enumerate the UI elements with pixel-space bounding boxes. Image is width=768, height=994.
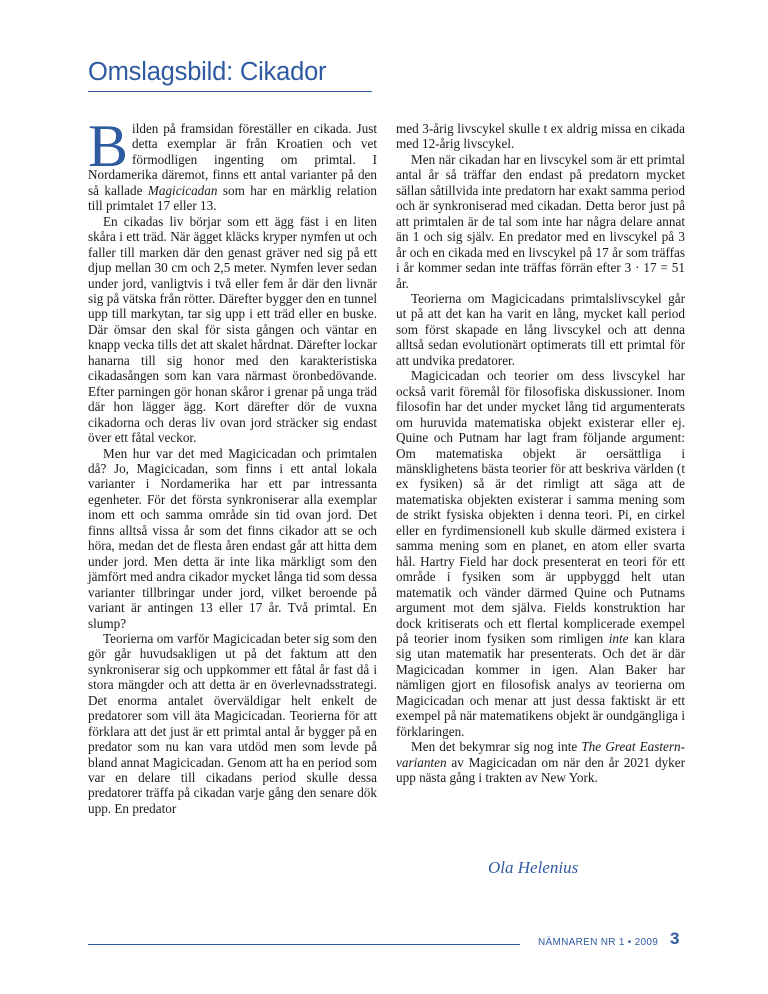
paragraph: Men när cikadan har en livscykel som är ett primtal antal år så träffar den endast på predatorn mycket sällan såtillvida inte predatorn har exakt samma period och är synkroniserad med cikadan. Detta beror just på att primtalen är de tal som inte har några delare annat än 1 och sig själv. En predator med en livscykel på 3 år och en cikada med en livscykel på 17 år som träffas i år kommer sedan inte träffas förrän efter 3 · 17 = 51 år.	[396, 151, 685, 291]
paragraph: med 3-årig livscykel skulle t ex aldrig missa en cikada med 12-årig livscykel.	[396, 121, 685, 152]
paragraph-text: kan klara sig utan matematik har presenterats. Och det är där Magicicadan kommer in igen. Alan Baker har nämligen gjort en filosofisk analys av teorierna om Magicicadan och menar att just dessa faktiskt är ett exempel på när matematikens objekt är oundgängliga i förklaringen.	[396, 630, 685, 739]
paragraph	[396, 739, 685, 785]
paragraph: Teorierna om Magicicadans primtalslivscykel går ut på att det kan ha varit en lång, mycket kall period som först skapade en lång livscykel och att denna alltså sedan evolutionärt optimerats till ett primtal för att undvika predatorer.	[396, 290, 685, 368]
drop-cap: B	[88, 113, 129, 179]
paragraph-text: Magicicadan och teorier om dess livscykel har också varit föremål för filosofiska diskussioner. Inom filosofin har det under mycket lång tid argumenterats om huruvida matematiska objekt existerar eller ej. Quine och Putnam har lagt fram följande argument: Om matematiska objekt är oersättliga i mänsklighetens bästa teorier för att beskriva världen (t ex fysiken) så är det rimligt att säga att de matematiska objekten existerar i samma mening som de strikt fysiska objekten i denna teori. Pi, en cirkel eller en fyrdimensionell kub skulle därmed existera i samma mening som en planet, en atom eller svarta hål. Hartry Field har dock presenterat en teori för ett område i fysiken som är uppbyggd helt utan matematik och vänder därmed Quine och Putnams argument mot dem själva. Fields konstruktion har dock kritiserats och ett flertal komplicerade exempel på teorier inom fysiken som rimligen	[396, 368, 685, 646]
title-underline	[88, 91, 372, 92]
page-number: 3	[670, 929, 680, 948]
paragraph	[88, 113, 377, 214]
italic-term: inte	[608, 630, 629, 646]
paragraph: En cikadas liv börjar som ett ägg fäst i en liten skåra i ett träd. När ägget kläcks kryper nymfen ut och faller till marken där den genast gräver ned sig på ett djup mellan 30 cm och 2,5 meter. Nymfen lever sedan under jord, vanligtvis i två eller fem år där den livnär sig på vätska från rötter. Därefter bygger den en tunnel upp till markytan, tar sig upp i ett träd eller en buske. Där ömsar den skal för sista gången och väntar en knapp vecka tills det att skalet hårdnat. Därefter lockar hanarna till sig honor med den karakteristiska cikadasången som kan vara närmast öronbedövande. Efter parningen gör honan skåror i grenar på unga träd där hon lägger ägg. Kort därefter dör de vuxna cikadorna och deras liv ovan jord sträcker sig endast över ett fåtal veckor.	[88, 213, 377, 446]
paragraph-text: Men det bekymrar sig nog inte	[411, 739, 582, 755]
left-column	[88, 113, 377, 816]
footer-rule	[88, 944, 520, 945]
journal-footer: NÄMNAREN NR 1 • 2009	[538, 937, 659, 948]
paragraph: Men hur var det med Magicicadan och primtalen då? Jo, Magicicadan, som finns i ett antal lokala varianter i Nordamerika har ett par intressanta egenheter. För det första synkroniserar alla exemplar inom ett och samma område sin tid ovan jord. Det finns alltså vissa år som det finns cikador att se och höra, medan det de flesta åren endast går att hitta dem under jord. Men detta är inte lika märkligt som den jämfört med andra cikador mycket långa tid som dessa varianter tillbringar under jord, vilket beroende på variant är antingen 13 eller 17 år. Två primtal. En slump?	[88, 445, 377, 631]
paragraph-text: som har en märklig relation till primtalet 17 eller 13.	[88, 182, 377, 214]
paragraph: Teorierna om varför Magicicadan beter sig som den gör går huvudsakligen ut på det faktum att den synkroniserar sig och uppkommer ett fåtal år fast då i stora mängder och att detta är en överlevnadsstrategi. Det enorma antalet överväldigar helt enkelt de predatorer som vill äta Magicicadan. Teorierna för att förklara att det just är ett primtal antal år bygger på en predator som nu kan vara utdöd men som levde på bland annat Magicicadan. Genom att ha en period som var en delare till cikadans period skulle dessa predatorer träffa på cikadan varje gång den senare dök upp. En predator	[88, 630, 377, 816]
paragraph-text: ilden på framsidan föreställer en cikada. Just detta exemplar är från Kroatien och vet förmodligen ingenting om primtal. I Nordamerika däremot, finns ett antal varianter på den så kallade	[88, 121, 377, 198]
italic-term: Magicicadan	[147, 182, 218, 198]
paragraph	[396, 368, 685, 739]
right-column	[396, 121, 685, 785]
italic-term: The Great Eastern-varianten	[396, 739, 685, 770]
article-title: Omslagsbild: Cikador	[88, 58, 327, 86]
author-signature: Ola Helenius	[488, 858, 579, 877]
paragraph-text: av Magicicadan om när den år 2021 dyker upp nästa gång i trakten av New York.	[396, 754, 685, 786]
